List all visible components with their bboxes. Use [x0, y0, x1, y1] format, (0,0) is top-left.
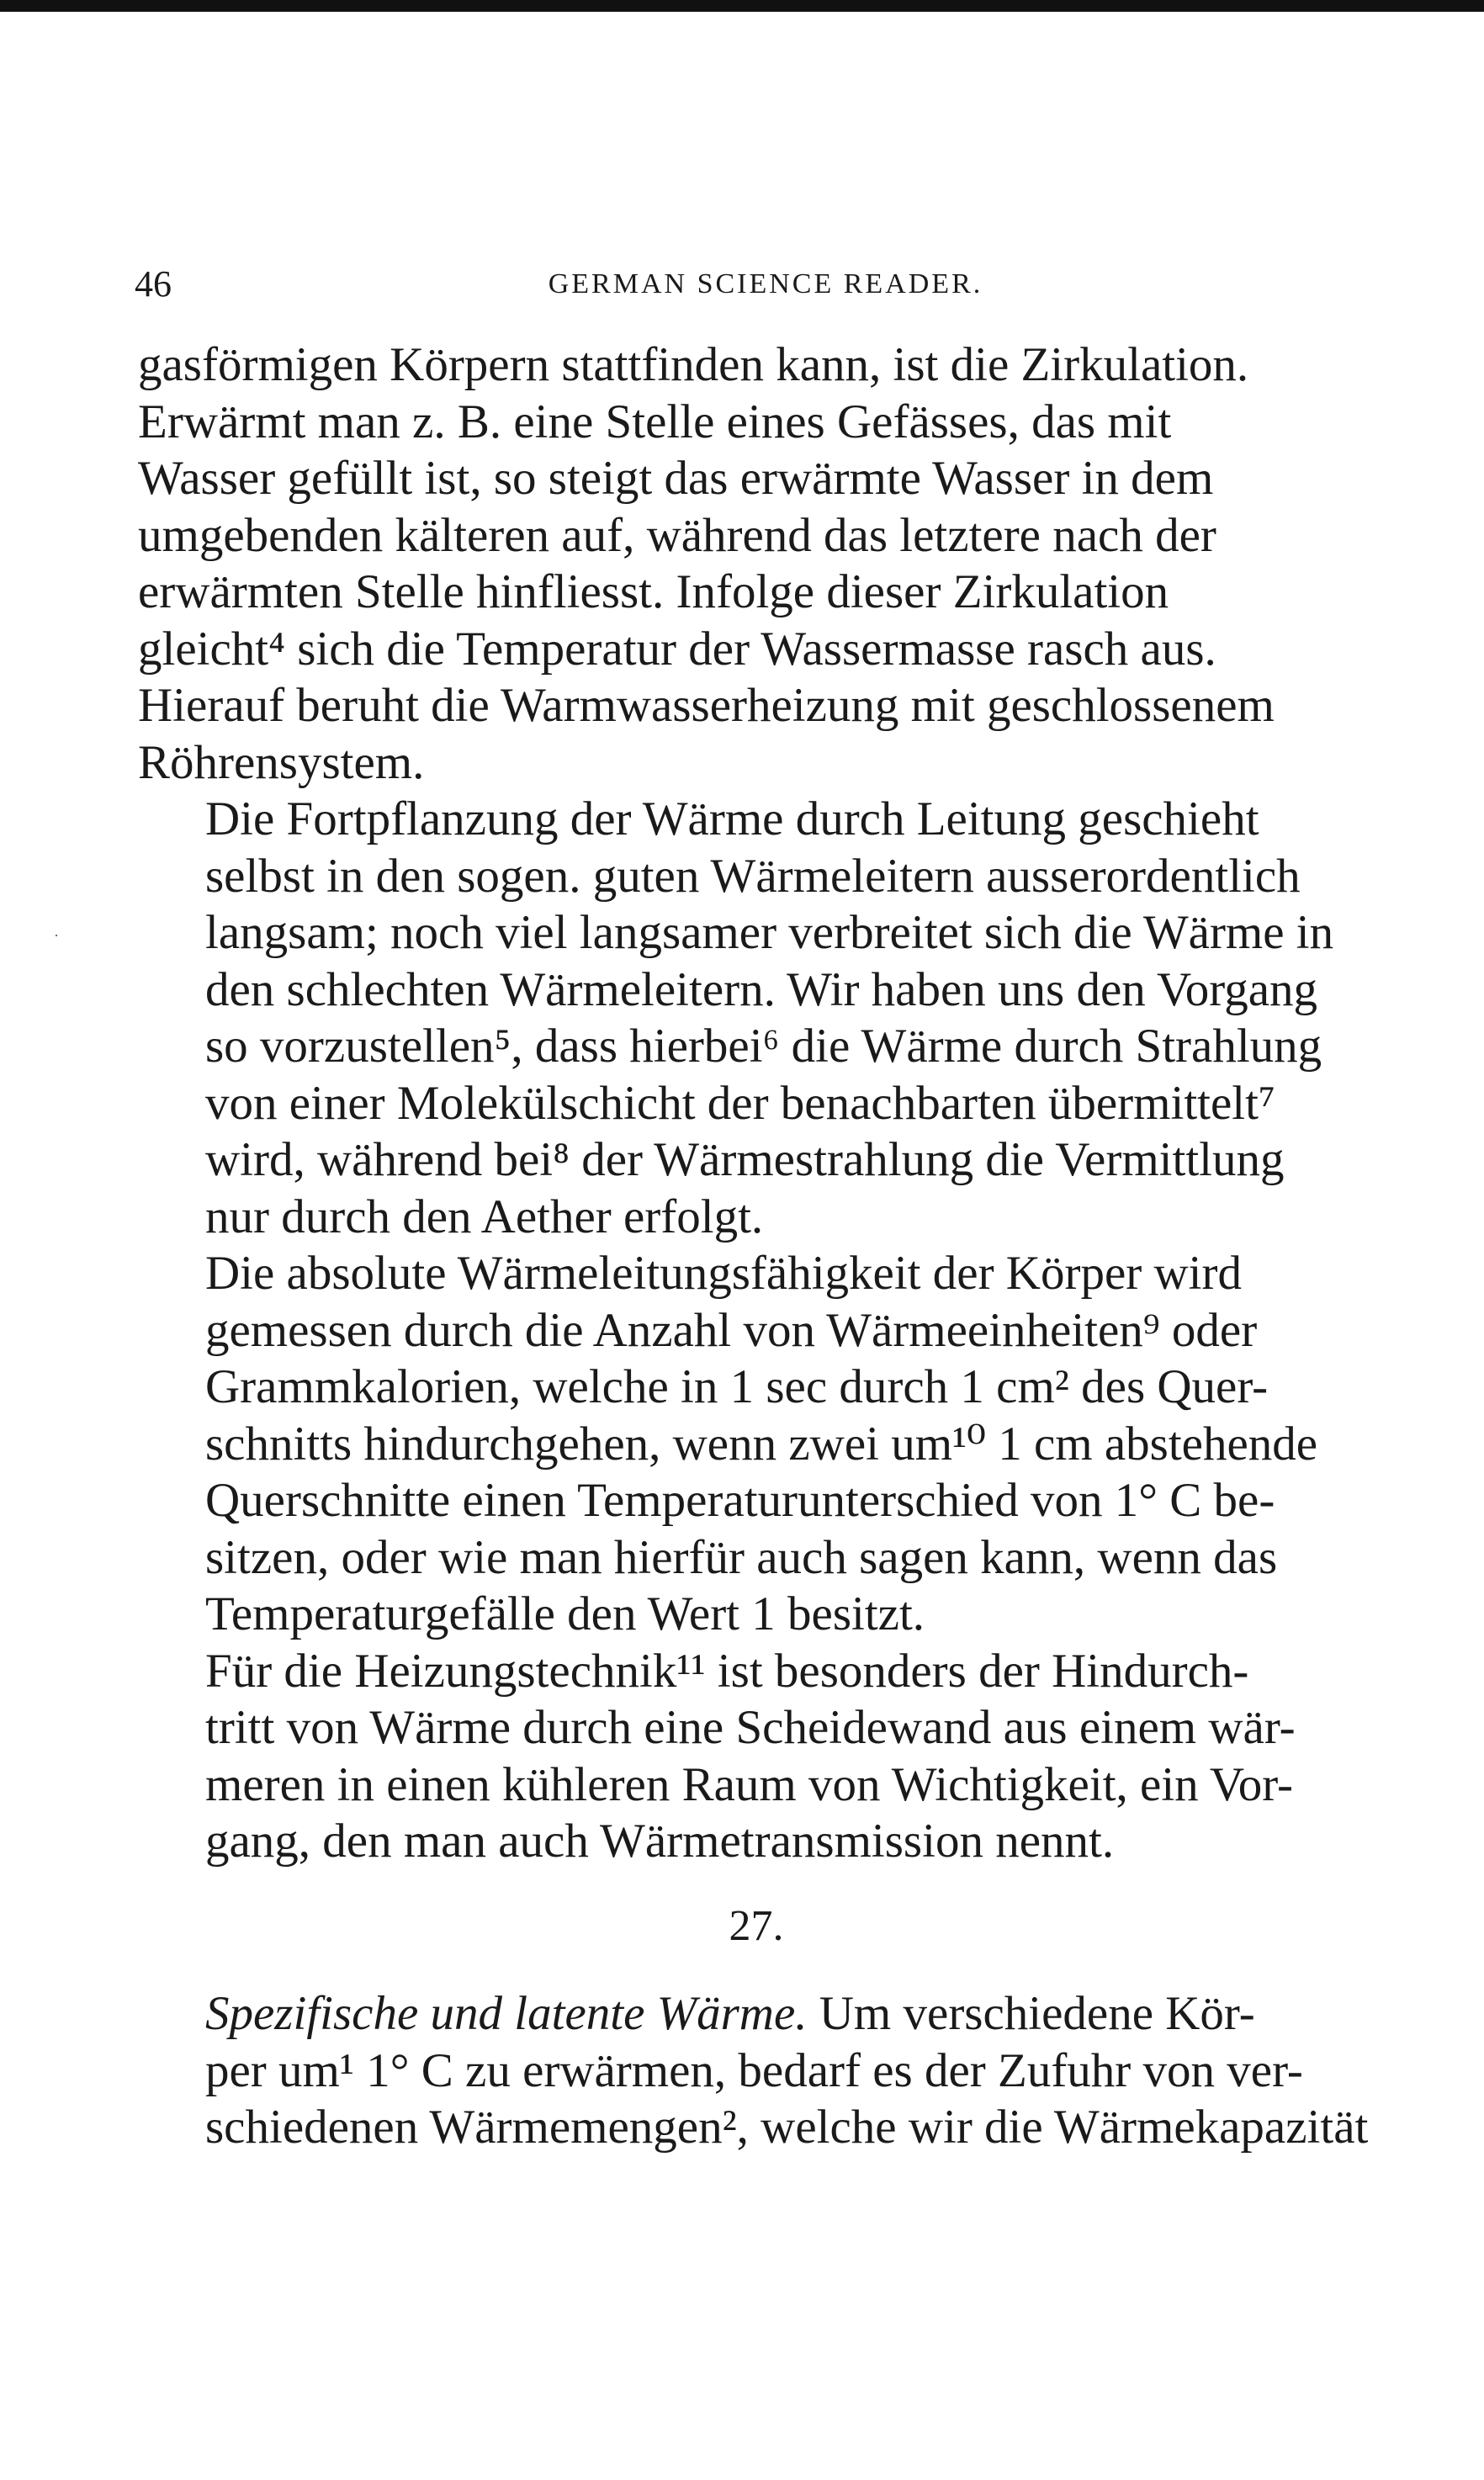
text-line: Die Fortpflanzung der Wärme durch Leitung geschieht [205, 792, 1259, 845]
paragraph-2 [138, 791, 1375, 1245]
text-line: Erwärmt man z. B. eine Stelle eines Gefässes, das mit [138, 395, 1172, 448]
text-line: selbst in den sogen. guten Wärmeleitern ausserordentlich [205, 849, 1301, 903]
text-line: Grammkalorien, welche in 1 sec durch 1 cm² des Quer- [205, 1360, 1269, 1413]
text-line: Hierauf beruht die Warmwasserheizung mit geschlossenem [138, 679, 1275, 732]
text-line: gemessen durch die Anzahl von Wärmeeinheiten⁹ oder [205, 1303, 1258, 1357]
text-line: erwärmten Stelle hinfliesst. Infolge dieser Zirkulation [138, 565, 1169, 618]
text-line: meren in einen kühleren Raum von Wichtigkeit, ein Vor- [205, 1757, 1294, 1811]
text-line: wird, während bei⁸ der Wärmestrahlung die Vermittlung [205, 1133, 1285, 1186]
paragraph-1 [138, 336, 1375, 791]
section-heading: Spezifische und latente Wärme. [205, 1987, 808, 2040]
book-title: GERMAN SCIENCE READER. [548, 268, 983, 299]
text-line: schiedenen Wärmemengen², welche wir die Wärmekapazität [205, 2101, 1369, 2154]
text-line: Wasser gefüllt ist, so steigt das erwärmte Wasser in dem [138, 452, 1214, 505]
text-line: umgebenden kälteren auf, während das letztere nach der [138, 508, 1216, 562]
text-line: von einer Molekülschicht der benachbarten übermittelt⁷ [205, 1076, 1275, 1130]
text-line: den schlechten Wärmeleitern. Wir haben uns den Vorgang [205, 962, 1318, 1016]
text-line: gasförmigen Körpern stattfinden kann, ist die Zirkulation. [138, 338, 1249, 391]
section-number: 27. [729, 1902, 784, 1950]
text-line: so vorzustellen⁵, dass hierbei⁶ die Wärme durch Strahlung [205, 1020, 1322, 1073]
paragraph-4 [138, 1643, 1375, 1870]
text-line: Für die Heizungstechnik¹¹ ist besonders der Hindurch- [205, 1644, 1249, 1698]
text-line: Röhrensystem. [138, 735, 425, 789]
text-line: gleicht⁴ sich die Temperatur der Wassermasse rasch aus. [138, 622, 1216, 676]
paragraph-3 [138, 1245, 1375, 1643]
text-line: sitzen, oder wie man hierfür auch sagen kann, wenn das [205, 1530, 1278, 1584]
text-line: Die absolute Wärmeleitungsfähigkeit der Körper wird [205, 1247, 1242, 1300]
page-number: 46 [135, 263, 172, 305]
body-text [138, 336, 1375, 1870]
section-paragraph [138, 1985, 1375, 2156]
running-head [135, 259, 1371, 310]
section-first-line: Um verschiedene Kör- [807, 1987, 1255, 2040]
text-line: schnitts hindurchgehen, wenn zwei um¹⁰ 1 cm abstehende [205, 1417, 1318, 1471]
text-line: langsam; noch viel langsamer verbreitet sich die Wärme in [205, 906, 1334, 959]
text-line: Querschnitte einen Temperaturunterschied von 1° C be- [205, 1474, 1275, 1527]
text-line: per um¹ 1° C zu erwärmen, bedarf es der Zufuhr von ver- [205, 2043, 1303, 2097]
stray-mark: · [54, 927, 59, 944]
section-text [138, 1985, 1375, 2156]
text-line: Temperaturgefälle den Wert 1 besitzt. [205, 1587, 925, 1640]
text-line: gang, den man auch Wärmetransmission nennt. [205, 1815, 1115, 1868]
text-line: nur durch den Aether erfolgt. [205, 1190, 764, 1243]
text-line: tritt von Wärme durch eine Scheidewand aus einem wär- [205, 1701, 1296, 1754]
top-edge-rule [0, 0, 1484, 12]
